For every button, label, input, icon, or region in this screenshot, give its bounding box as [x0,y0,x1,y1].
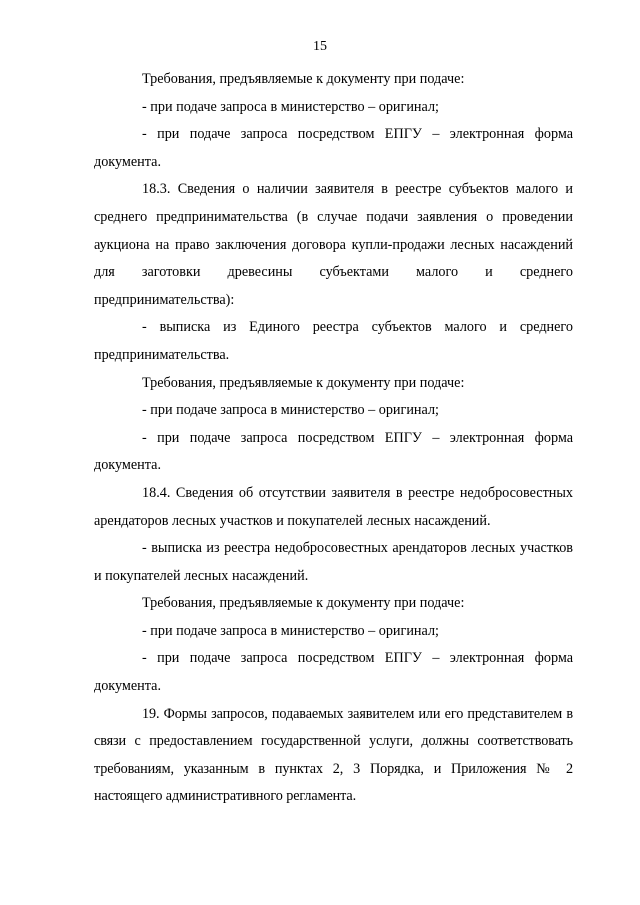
paragraph-epgu-electronic-1: - при подаче запроса посредством ЕПГУ – электронная форма документа. [94,126,573,170]
paragraph-requirements-3: Требования, предъявляемые к документу при подаче: [142,595,465,612]
paragraph-ministry-original-3: - при подаче запроса в министерство – оригинал; [142,622,439,639]
paragraph-18-3: 18.3. Сведения о наличии заявителя в реестре субъектов малого и среднего предпринимательства (в случае подачи заявления о проведении аукциона на право заключения договора купли-продажи лесных насаждений для заготовки древесины субъектами малого и среднего предпринимательства): [94,181,573,308]
paragraph-18-4: 18.4. Сведения об отсутствии заявителя в реестре недобросовестных арендаторов лесных участков и покупателей лесных насаждений. [94,484,573,529]
paragraph-ministry-original-2: - при подаче запроса в министерство – оригинал; [142,402,439,419]
paragraph-unfair-tenants-extract: - выписка из реестра недобросовестных арендаторов лесных участков и покупателей лесных насаждений. [94,540,573,584]
paragraph-sme-registry-extract: - выписка из Единого реестра субъектов малого и среднего предпринимательства. [94,319,573,363]
page-number: 15 [313,39,327,54]
paragraph-19: 19. Формы запросов, подаваемых заявителем или его представителем в связи с предоставлением государственной услуги, должны соответствовать требованиям, указанным в пунктах 2, 3 Порядка, и Приложения № 2 настоящего административного регламента. [94,705,573,805]
paragraph-requirements-1: Требования, предъявляемые к документу при подаче: [142,71,465,87]
document-body [94,66,573,811]
paragraph-ministry-original-1: - при подаче запроса в министерство – оригинал; [142,98,439,115]
paragraph-epgu-electronic-3: - при подаче запроса посредством ЕПГУ – электронная форма документа. [94,650,573,695]
paragraph-epgu-electronic-2: - при подаче запроса посредством ЕПГУ – электронная форма документа. [94,429,573,474]
paragraph-requirements-2: Требования, предъявляемые к документу при подаче: [142,374,465,391]
